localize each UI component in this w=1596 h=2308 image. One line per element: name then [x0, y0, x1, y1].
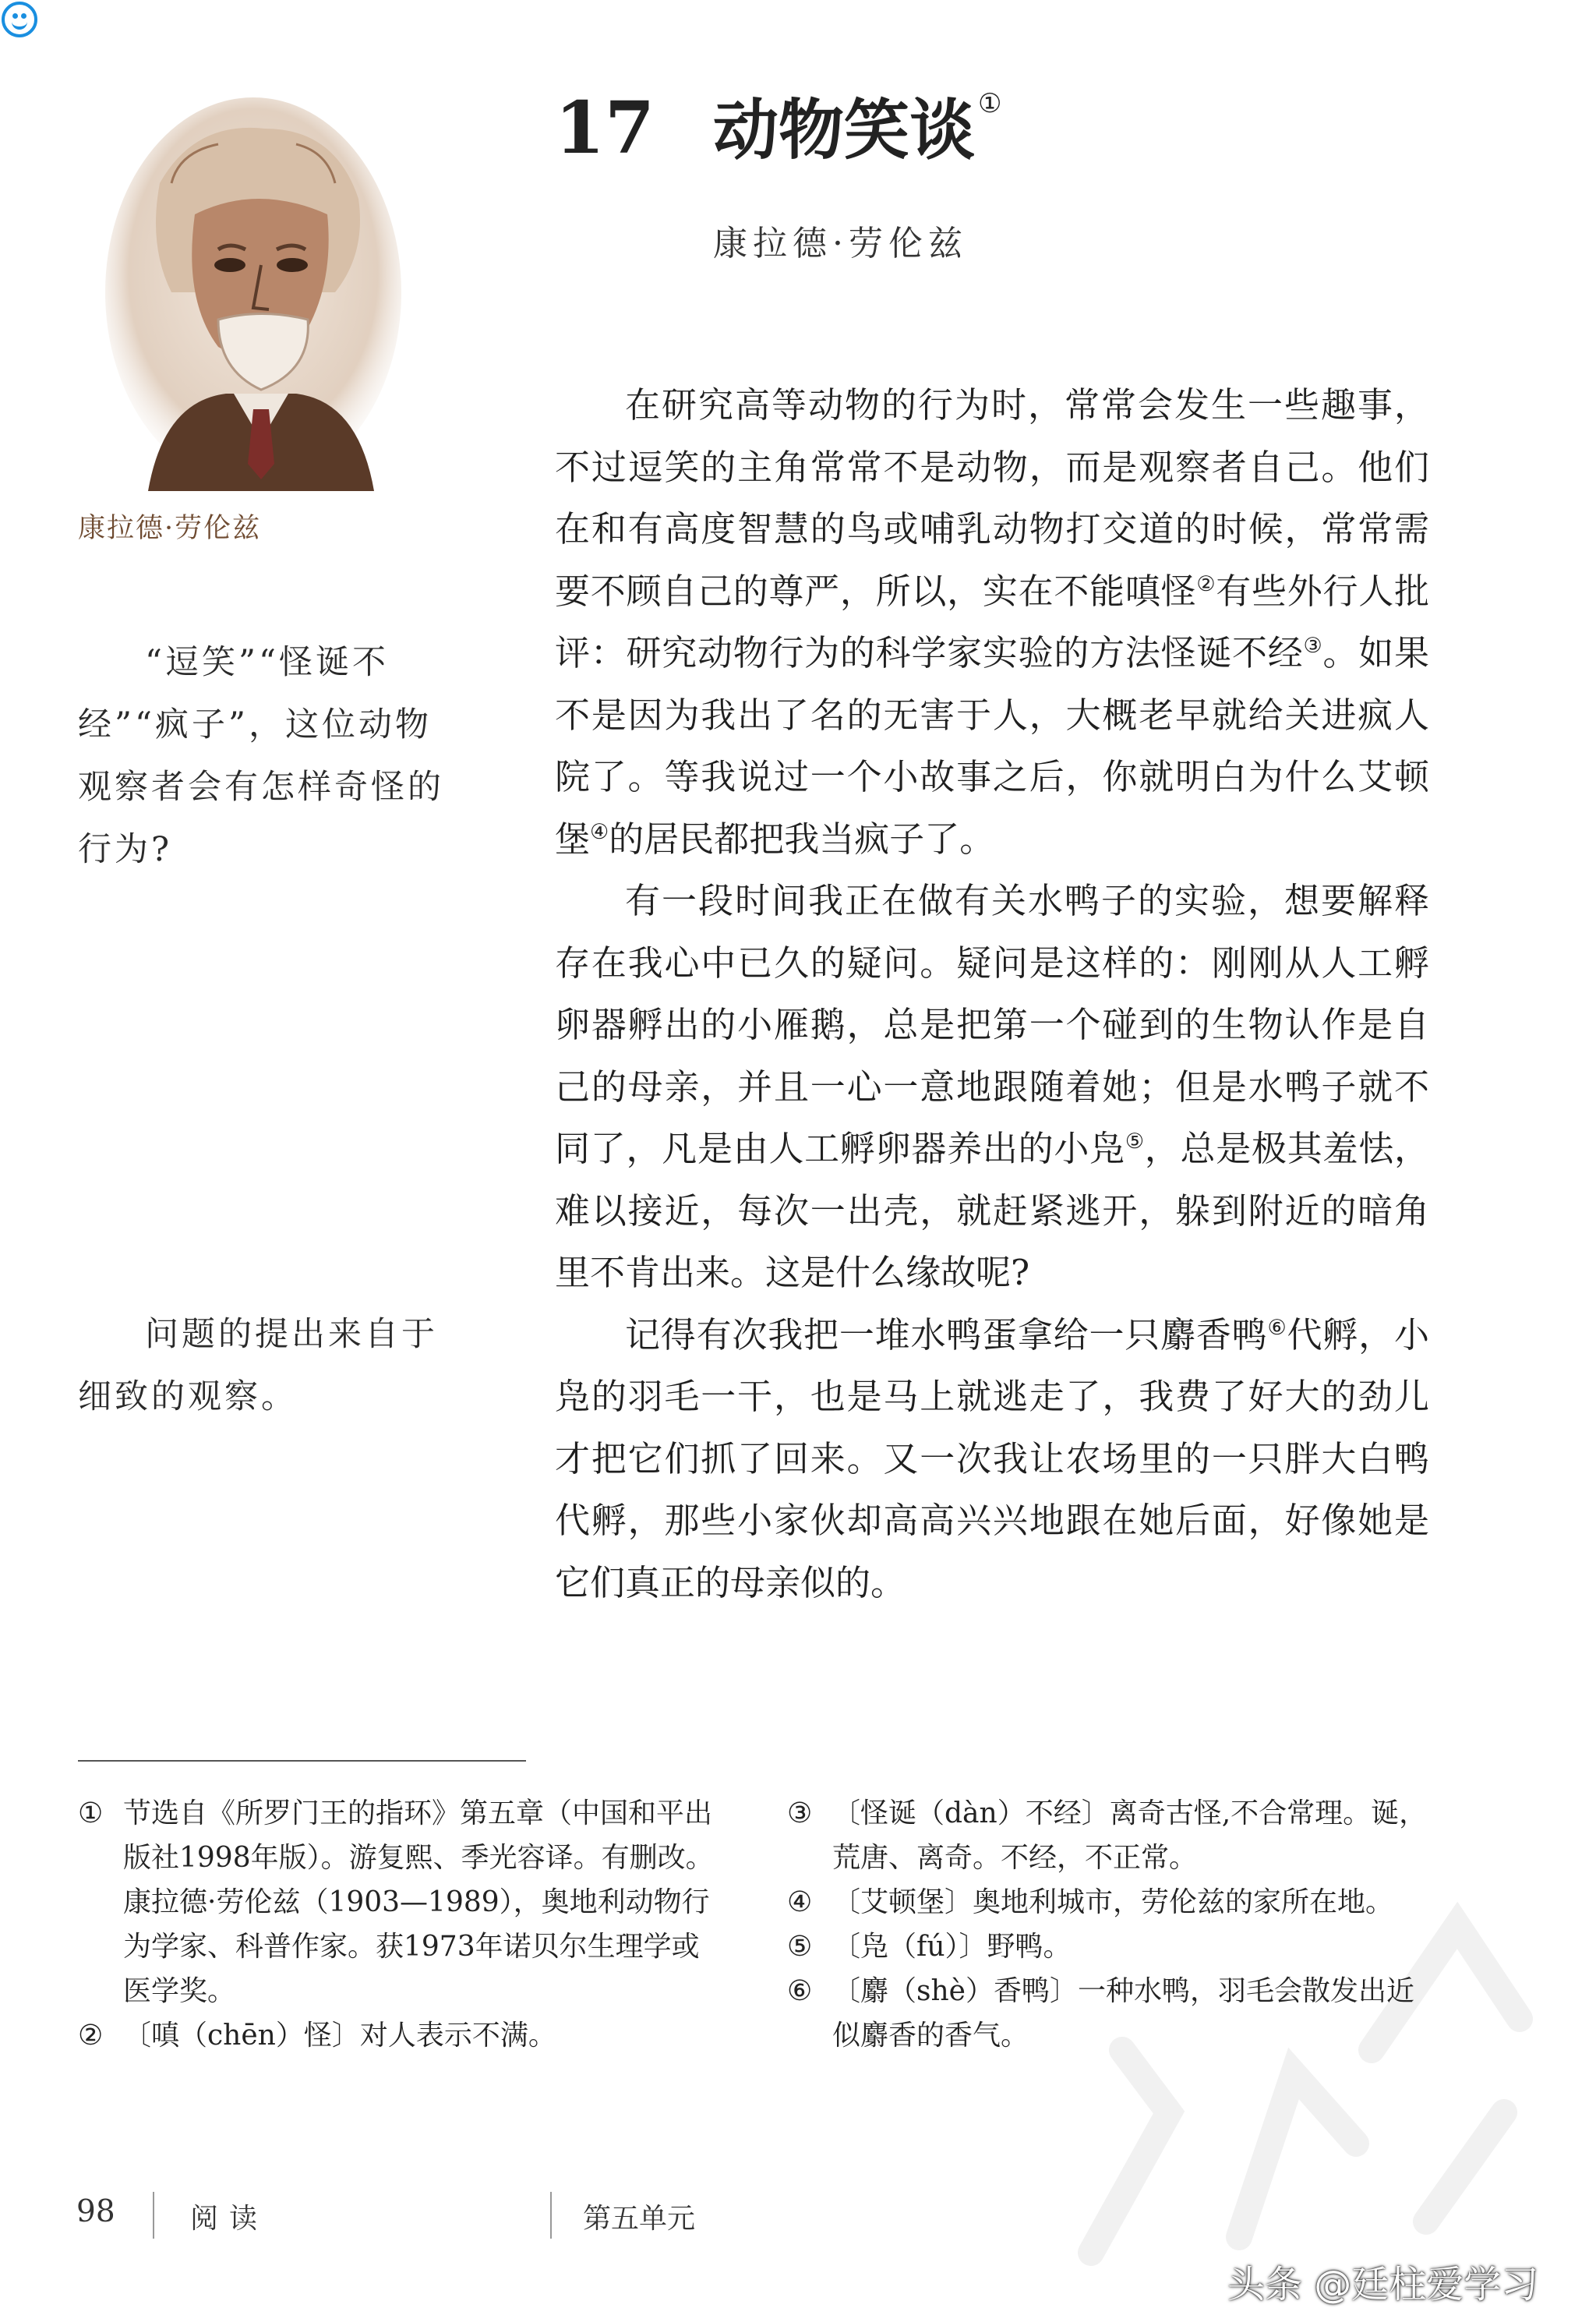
side-note-text: 问题的提出来自于细致的观察。 — [78, 1315, 438, 1416]
lesson-title-row — [555, 78, 1002, 171]
footnote-item: ② 〔嗔（chēn）怪〕对人表示不满。 — [78, 2020, 556, 2052]
lesson-title: 动物笑谈 — [713, 91, 976, 168]
footnote-divider — [78, 1760, 526, 1762]
author-portrait-sketch — [101, 97, 405, 491]
footnote-item: ① 节选自《所罗门王的指环》第五章（中国和平出版社1998年版）。游复熙、季光容译。有删改。康拉德·劳伦兹（1903—1989），奥地利动物行为学家、科普作家。获1973年诺贝尔生理学或医学奖。 — [78, 1797, 714, 2007]
footnote-ref-4[interactable]: ④ — [590, 819, 609, 844]
side-note-text: “逗笑”“怪诞不经”“疯子”，这位动物观察者会有怎样奇怪的行为? — [78, 643, 444, 869]
footnote-ref-6[interactable]: ⑥ — [1267, 1315, 1287, 1340]
paragraph-1: 在研究高等动物的行为时，常常会发生一些趣事，不过逗笑的主角常常不是动物，而是观察者自己。他们在和有高度智慧的鸟或哺乳动物打交道的时候，常常需要不顾自己的尊严，所以，实在不能嗔怪②有些外行人批评：研究动物行为的科学家实验的方法怪诞不经③。如果不是因为我出了名的无害于人，大概老早就给关进疯人院了。等我说过一个小故事之后，你就明白为什么艾顿堡④的居民都把我当疯子了。 — [555, 384, 1429, 860]
author-name: 康拉德·劳伦兹 — [713, 224, 968, 263]
side-note-observation — [78, 1303, 444, 1428]
page-number: 98 — [76, 2194, 115, 2229]
footnote-item: ③ 〔怪诞（dàn）不经〕离奇古怪,不合常理。诞，荒唐、离奇。不经，不正常。 — [787, 1797, 1428, 1874]
footnotes-left-column — [78, 1791, 717, 2058]
watermark-brand-text: 头条 @廷柱爱学习 — [1227, 2263, 1539, 2306]
footnote-ref-3[interactable]: ③ — [1303, 634, 1323, 658]
footnote-item: ④ 〔艾顿堡〕奥地利城市，劳伦兹的家所在地。 — [787, 1886, 1394, 1918]
portrait-caption: 康拉德·劳伦兹 — [78, 513, 262, 544]
footnote-item: ⑥ 〔麝（shè）香鸭〕一种水鸭，羽毛会散发出近似麝香的香气。 — [787, 1975, 1414, 2052]
footer-divider — [550, 2192, 552, 2239]
title-footnote-marker[interactable]: ① — [978, 88, 1002, 119]
footer-section-label: 阅读 — [190, 2203, 269, 2235]
footer-divider — [153, 2192, 154, 2239]
footnote-ref-2[interactable]: ② — [1196, 571, 1216, 596]
paragraph-3: 记得有次我把一堆水鸭蛋拿给一只麝香鸭⑥代孵，小凫的羽毛一干，也是马上就逃走了，我费了好大的劲儿才把它们抓了回来。又一次我让农场里的一只胖大白鸭代孵，那些小家伙却高高兴兴地跟在她后面，好像她是它们真正的母亲似的。 — [555, 1313, 1429, 1603]
paragraph-2: 有一段时间我正在做有关水鸭子的实验，想要解释存在我心中已久的疑问。疑问是这样的：刚刚从人工孵卵器孵出的小雁鹅，总是把第一个碰到的生物认作是自己的母亲，并且一心一意地跟随着她；但是水鸭子就不同了，凡是由人工孵卵器养出的小凫⑤，总是极其羞怯，难以接近，每次一出壳，就赶紧逃开，躲到附近的暗角里不肯出来。这是什么缘故呢? — [555, 880, 1429, 1293]
lesson-number: 17 — [555, 86, 655, 170]
footnote-ref-5[interactable]: ⑤ — [1125, 1129, 1145, 1154]
side-note-question — [78, 631, 444, 881]
footnote-item: ⑤ 〔凫（fú）〕野鸭。 — [787, 1931, 1072, 1963]
smiley-app-icon[interactable] — [2, 2, 37, 37]
footnotes-right-column — [787, 1791, 1434, 2058]
main-body-text — [555, 374, 1429, 1613]
footer-unit-label: 第五单元 — [583, 2203, 696, 2235]
